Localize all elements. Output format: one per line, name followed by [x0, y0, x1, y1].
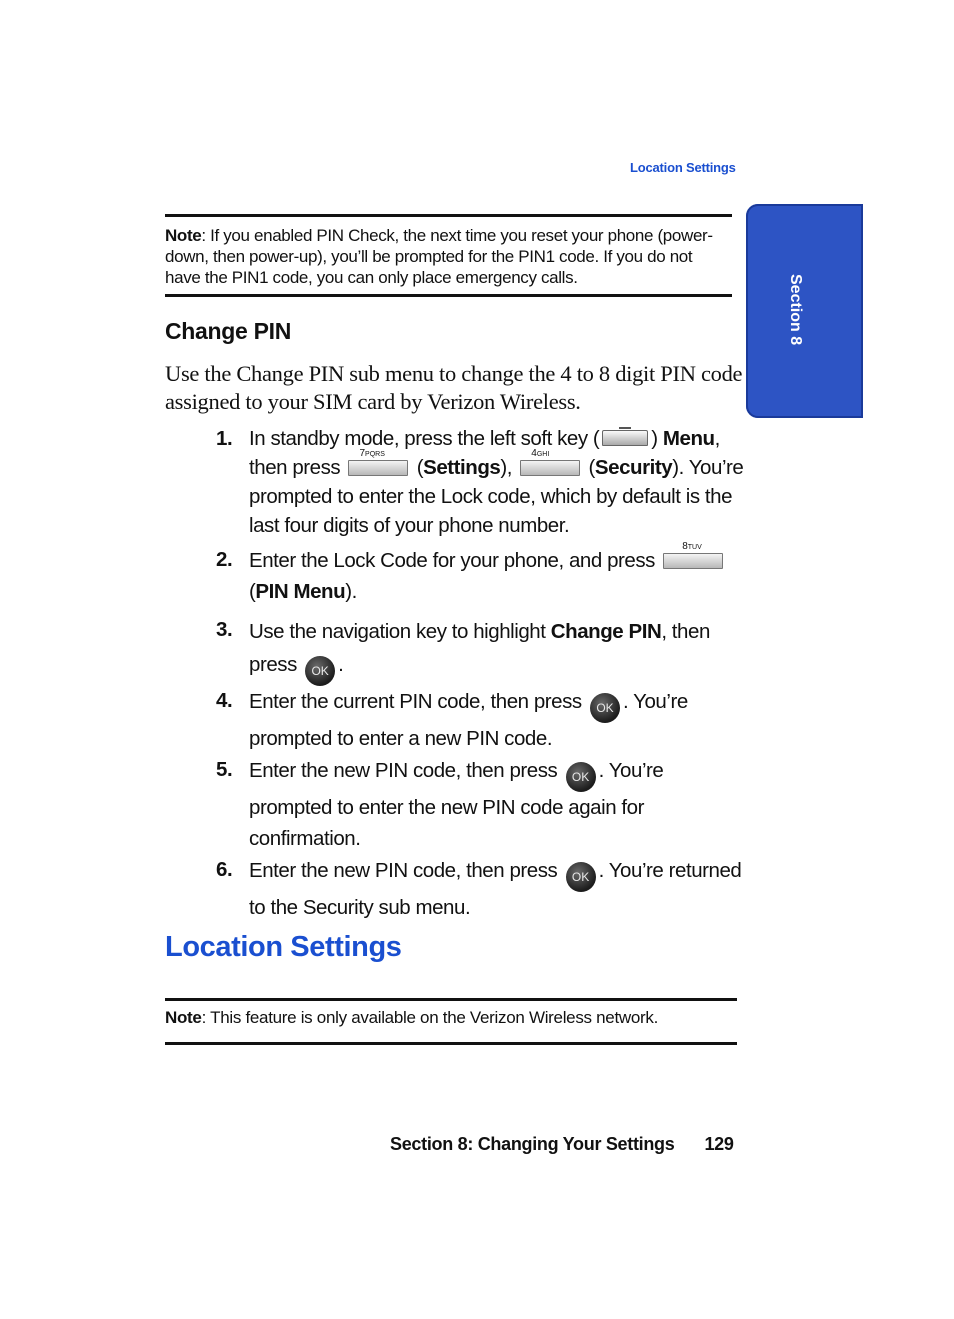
ok-key-icon: OK [305, 656, 335, 686]
section-tab [746, 204, 863, 418]
step-text: In standby mode, press the left soft key ( [249, 427, 600, 450]
step-text: ), [500, 456, 513, 479]
step-text: ( [583, 456, 595, 479]
step-text: , then press [249, 427, 720, 479]
step-text: ( [249, 580, 256, 603]
key-7-icon [348, 448, 408, 476]
step-text: Enter the new PIN code, then press [249, 859, 558, 882]
page-number: 129 [704, 1134, 734, 1154]
change-pin-intro: Use the Change PIN sub menu to change the 4 to 8 digit PIN code assigned to your SIM card by Verizon Wireless. [165, 361, 743, 414]
ok-key-icon: OK [566, 762, 596, 792]
footer-section-title: Section 8: Changing Your Settings [390, 1134, 675, 1154]
key-letters: GHI [536, 451, 550, 458]
key-digit: 7 [359, 448, 366, 459]
step-text: ). You’re prompted to enter the Lock code, which by default is the last four digits of your phone number. [249, 456, 744, 537]
note-label: Note [165, 226, 202, 245]
step-text: ( [411, 456, 424, 479]
change-pin-heading: Change PIN [165, 318, 292, 344]
step-number: 2. [216, 548, 233, 571]
key-digit: 8 [682, 541, 688, 552]
step-text: Enter the Lock Code for your phone, and press [249, 549, 655, 572]
note-box-verizon [165, 998, 737, 1045]
step-text: Enter the new PIN code, then press [249, 759, 558, 782]
step-text: ). [345, 580, 357, 603]
left-soft-key-icon [602, 430, 648, 446]
step-text: . [338, 653, 344, 676]
step-text: , then press [249, 620, 710, 676]
step-number: 1. [216, 427, 233, 450]
location-settings-heading: Location Settings [165, 931, 402, 963]
step-number: 4. [216, 689, 233, 712]
note-text: : This feature is only available on the Verizon Wireless network. [201, 1008, 658, 1027]
key-8-icon [663, 541, 723, 569]
step-number: 3. [216, 618, 233, 641]
key-digit: 4 [531, 448, 537, 459]
step-text: Use the navigation key to highlight [249, 620, 551, 643]
page-footer [390, 1134, 734, 1155]
security-label: Security [594, 456, 673, 479]
pin-menu-label: PIN Menu [255, 580, 346, 603]
key-letters: TUV [687, 544, 702, 551]
change-pin-label: Change PIN [550, 620, 662, 643]
running-header: Location Settings [630, 160, 736, 175]
step-number: 5. [216, 758, 233, 781]
ok-key-icon: OK [566, 862, 596, 892]
settings-label: Settings [423, 456, 501, 479]
section-tab-label: Section 8 [787, 274, 804, 346]
key-letters: PQRS [365, 451, 385, 458]
step-number: 6. [216, 858, 233, 881]
step-text: ) [651, 427, 663, 450]
note-box-pin-check [165, 214, 732, 297]
step-text: Enter the current PIN code, then press [249, 690, 582, 713]
step-text: . You’re prompted to enter the new PIN code again for confirmation. [249, 759, 664, 850]
menu-label: Menu [662, 427, 715, 450]
note-label: Note [165, 1008, 202, 1027]
key-4-icon [520, 448, 580, 476]
step-text: . You’re prompted to enter a new PIN code. [249, 690, 688, 750]
step-text: . You’re returned to the Security sub menu. [249, 859, 742, 919]
note-text: : If you enabled PIN Check, the next time you reset your phone (power-down, then power-up), you’ll be prompted for the PIN1 code. If you do not have the PIN1 code, you can only place emergency calls. [165, 226, 713, 287]
ok-key-icon: OK [590, 693, 620, 723]
